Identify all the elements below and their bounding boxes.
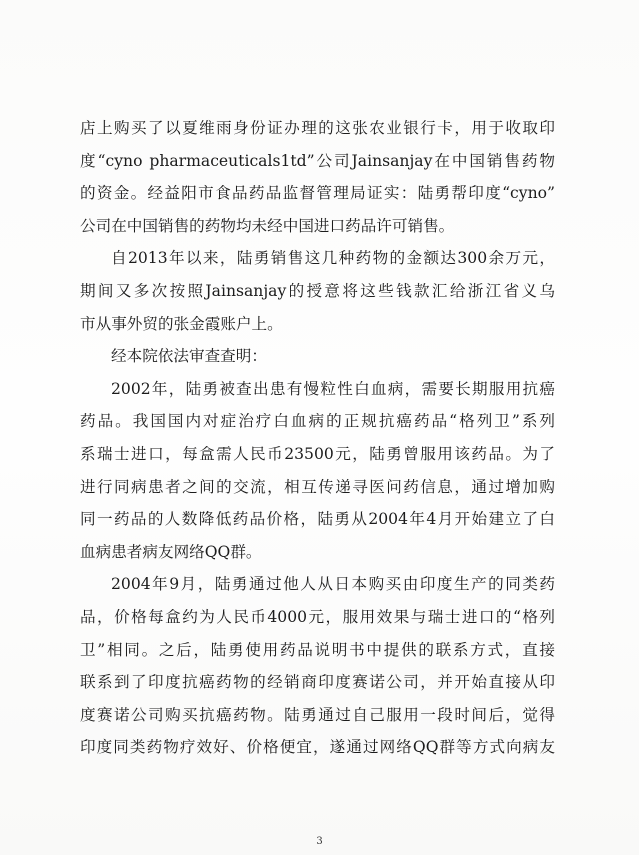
text-line: 系瑞士进口，每盒需人民币23500元，陆勇曾服用该药品。为了: [80, 444, 555, 463]
text-line: 印度同类药物疗效好、价格便宜，遂通过网络QQ群等方式向病友: [80, 738, 555, 757]
text-line: 卫”相同。之后，陆勇使用药品说明书中提供的联系方式，直接: [80, 640, 555, 659]
text-line: 公司在中国销售的药物均未经中国进口药品许可销售。: [80, 216, 455, 235]
text-line: 血病患者病友网络QQ群。: [80, 542, 262, 561]
text-line: 店上购买了以夏维雨身份证办理的这张农业银行卡，用于收取印: [80, 119, 555, 137]
text-line: 药品。我国国内对症治疗白血病的正规抗癌药品“格列卫”系列: [80, 412, 555, 431]
text-line: 度“cyno pharmaceuticals1td”公司Jainsanjay在中国销售药物: [80, 151, 555, 170]
text-line: 度赛诺公司购买抗癌药物。陆勇通过自己服用一段时间后，觉得: [80, 705, 555, 724]
text-line: 期间又多次按照Jainsanjay的授意将这些钱款汇给浙江省义乌: [80, 281, 555, 300]
document-body: [80, 112, 555, 764]
text-line: 的资金。经益阳市食品药品监督管理局证实：陆勇帮印度“cyno”: [80, 184, 555, 203]
text-line: 同一药品的人数降低药品价格，陆勇从2004年4月开始建立了白: [80, 510, 555, 529]
page-number: 3: [316, 836, 323, 847]
text-line: 2002年，陆勇被查出患有慢粒性白血病，需要长期服用抗癌: [111, 379, 555, 398]
text-line: 2004年9月，陆勇通过他人从日本购买由印度生产的同类药: [111, 575, 555, 594]
text-line: 经本院依法审查查明：: [111, 347, 267, 366]
text-line: 品，价格每盒约为人民币4000元，服用效果与瑞士进口的“格列: [80, 607, 555, 626]
text-line: 联系到了印度抗癌药物的经销商印度赛诺公司，并开始直接从印: [80, 673, 555, 692]
text-line: 进行同病患者之间的交流，相互传递寻医问药信息，通过增加购: [80, 477, 555, 496]
text-line: 自2013年以来，陆勇销售这几种药物的金额达300余万元，: [111, 249, 555, 268]
text-line: 市从事外贸的张金霞账户上。: [80, 314, 283, 333]
